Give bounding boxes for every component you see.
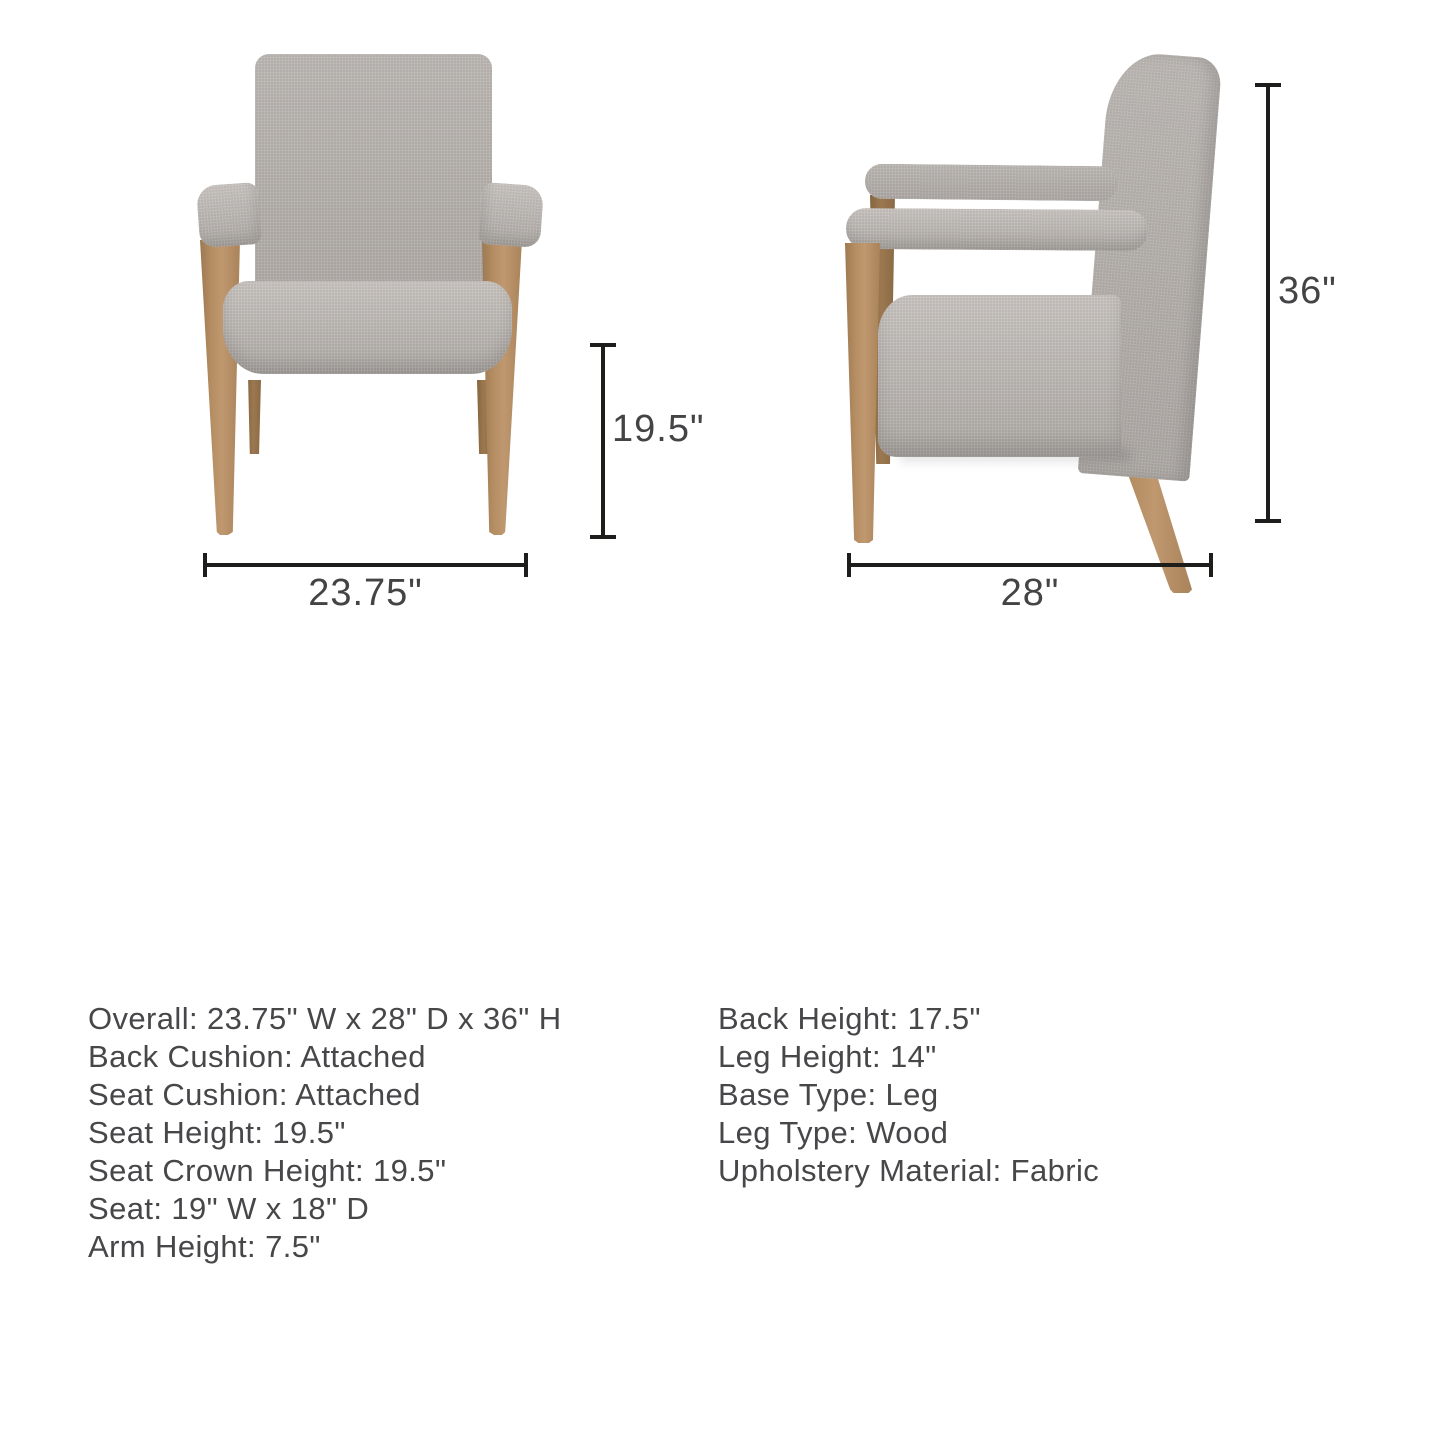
spec-line-seat-crown-height: Seat Crown Height: 19.5"	[88, 1153, 447, 1188]
dimension-label-seat-height: 19.5"	[612, 408, 705, 450]
chair-side-front-leg-near	[845, 243, 880, 543]
chair-front-seat-cushion	[223, 281, 512, 374]
spec-line-back-height: Back Height: 17.5"	[718, 1001, 981, 1036]
dimension-line-overall-height	[1266, 83, 1270, 523]
spec-list-right	[718, 1000, 1099, 1190]
spec-line-arm-height: Arm Height: 7.5"	[88, 1229, 321, 1264]
chair-side-armrest-far	[865, 164, 1117, 202]
dimension-label-front-width: 23.75"	[308, 572, 423, 614]
spec-line-upholstery-material: Upholstery Material: Fabric	[718, 1153, 1100, 1188]
chair-front-leg-left	[200, 240, 240, 535]
spec-line-seat-height: Seat Height: 19.5"	[88, 1115, 346, 1150]
chair-side-seat-cushion	[878, 295, 1121, 457]
spec-list-left	[88, 1000, 562, 1266]
spec-line-leg-type: Leg Type: Wood	[718, 1115, 949, 1150]
dimension-tick	[1255, 519, 1281, 523]
dimension-line-front-width	[203, 563, 528, 567]
chair-side-armrest-near	[846, 208, 1148, 251]
chair-front-arm-pad-left	[196, 182, 262, 248]
spec-line-leg-height: Leg Height: 14"	[718, 1039, 937, 1074]
chair-front-rear-leg-left	[247, 380, 261, 454]
spec-line-overall: Overall: 23.75" W x 28" D x 36" H	[88, 1001, 562, 1036]
chair-side-view	[840, 52, 1250, 547]
dimension-label-overall-height: 36"	[1278, 270, 1337, 312]
dimension-tick	[590, 535, 616, 539]
spec-line-base-type: Base Type: Leg	[718, 1077, 939, 1112]
dimension-line-seat-height	[601, 343, 605, 539]
chair-front-arm-pad-right	[478, 182, 544, 248]
chair-front-view	[195, 50, 545, 545]
spec-line-seat-cushion: Seat Cushion: Attached	[88, 1077, 421, 1112]
spec-line-seat-size: Seat: 19" W x 18" D	[88, 1191, 370, 1226]
dimension-tick	[590, 343, 616, 347]
dimension-tick	[1255, 83, 1281, 87]
dimension-label-side-depth: 28"	[1000, 572, 1060, 614]
dimension-line-side-depth	[847, 563, 1213, 567]
spec-line-back-cushion: Back Cushion: Attached	[88, 1039, 426, 1074]
